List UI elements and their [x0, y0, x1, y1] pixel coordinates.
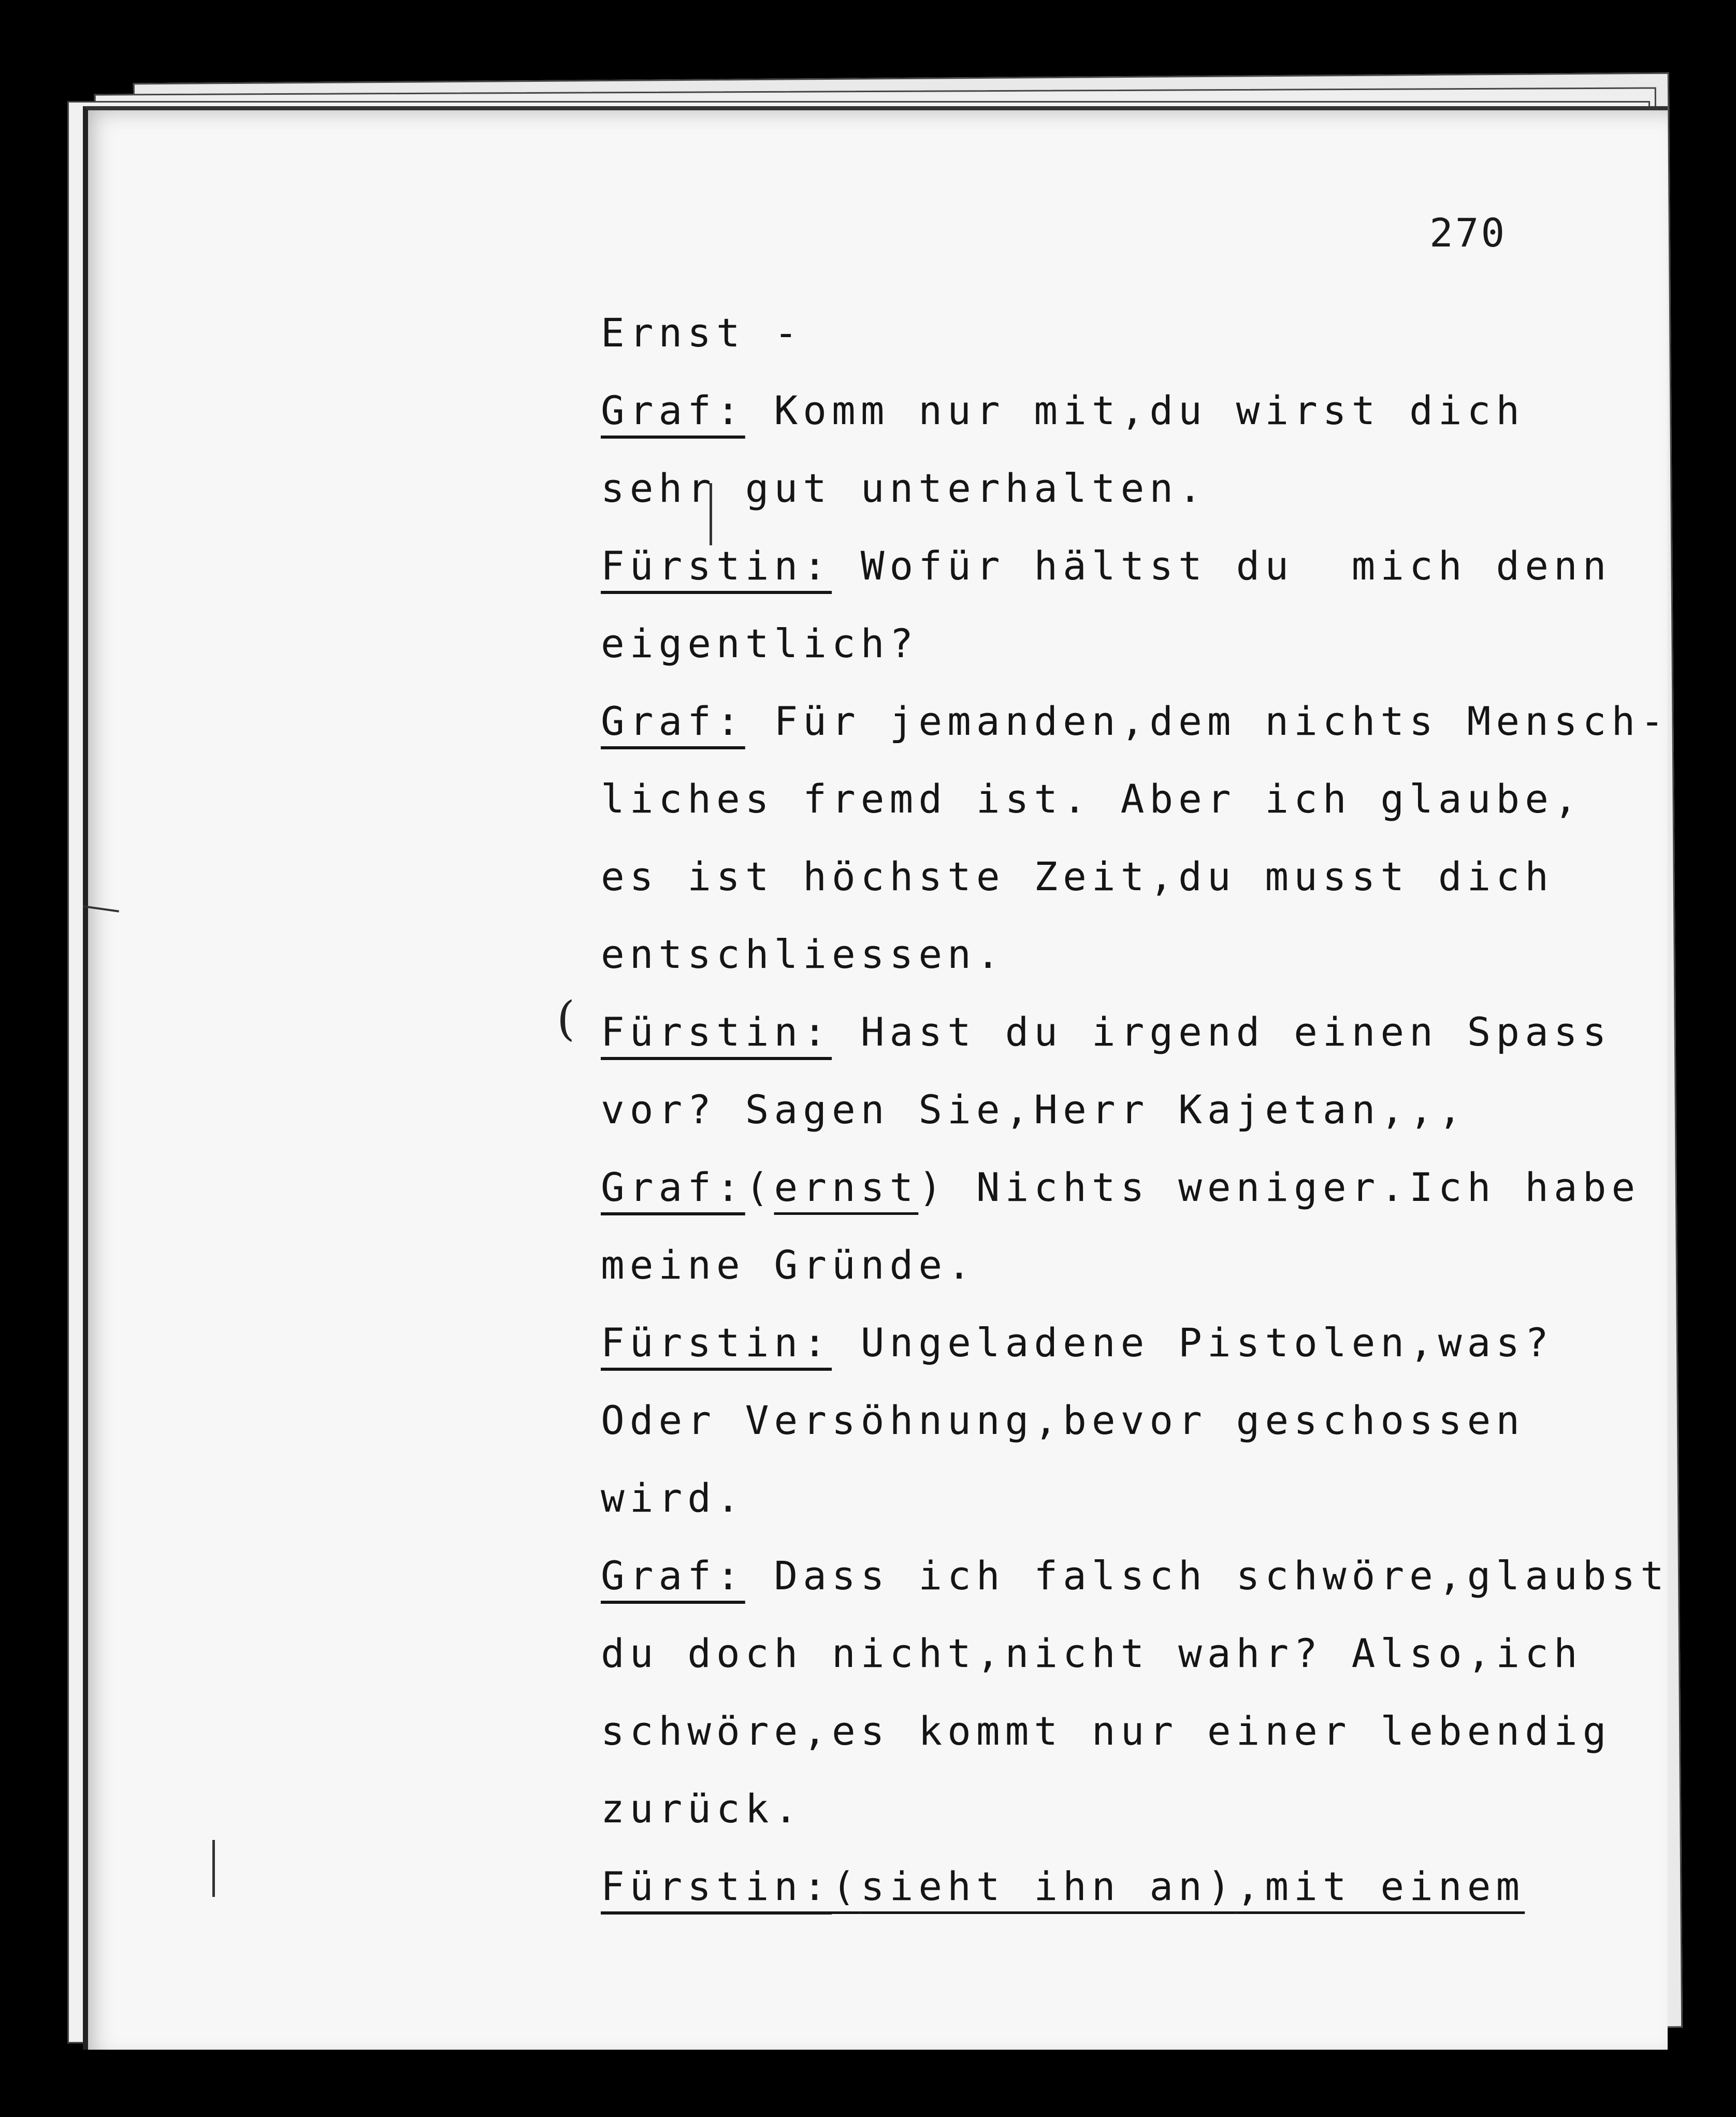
text-line — [601, 1149, 1641, 1226]
stage-direction: ernst — [774, 1164, 919, 1210]
text-line — [601, 1304, 1585, 1382]
speaker-name: Graf: — [601, 1553, 745, 1599]
speaker-name: Graf: — [601, 1164, 745, 1210]
line-text: zurück. — [601, 1786, 803, 1832]
text-line — [601, 760, 1585, 838]
speaker-name: Fürstin: — [601, 1009, 832, 1055]
margin-bracket-mark: ( — [557, 992, 575, 1046]
line-text: eigentlich? — [601, 620, 919, 666]
page-number: 270 — [1429, 210, 1507, 256]
text-line — [601, 1770, 1585, 1848]
speaker-name: Fürstin: — [601, 1863, 832, 1909]
line-text: ( — [745, 1164, 774, 1210]
text-line — [601, 838, 1585, 916]
text-line — [601, 1071, 1585, 1149]
stage-direction: ,mit einem — [1236, 1863, 1525, 1909]
text-line — [601, 450, 1585, 527]
text-line — [601, 916, 1585, 993]
line-text: sehr gut unterhalten. — [601, 465, 1207, 511]
line-text: vor? Sagen Sie,Herr Kajetan,,, — [601, 1086, 1467, 1133]
line-text: Komm nur mit,du wirst dich — [745, 387, 1525, 433]
speaker-name: Fürstin: — [601, 543, 832, 589]
text-line — [601, 605, 1585, 683]
text-line — [601, 1848, 1585, 1925]
stage-direction: sieht ihn an) — [860, 1863, 1236, 1909]
line-text: Ungeladene Pistolen,was? — [832, 1320, 1554, 1366]
text-line — [601, 1615, 1585, 1692]
line-text: du doch nicht,nicht wahr? Also,ich — [601, 1630, 1583, 1676]
text-line — [601, 294, 1585, 372]
line-text: Dass ich falsch schwöre,glaubst — [745, 1553, 1669, 1599]
line-text: schwöre,es kommt nur einer lebendig — [601, 1708, 1612, 1754]
text-line — [601, 1382, 1585, 1459]
line-text: Für jemanden,dem nichts Mensch- — [745, 698, 1669, 744]
text-line — [601, 372, 1585, 450]
line-text: wird. — [601, 1475, 745, 1521]
line-text: es ist höchste Zeit,du musst dich — [601, 853, 1554, 900]
speaker-name: Graf: — [601, 387, 745, 433]
text-line — [601, 993, 1612, 1071]
line-text: meine Gründe. — [601, 1242, 976, 1288]
speaker-name: Fürstin: — [601, 1320, 832, 1366]
typescript-body — [601, 294, 1669, 1925]
text-line — [601, 1459, 1585, 1537]
line-text: Oder Versöhnung,bevor geschossen — [601, 1397, 1525, 1443]
pencil-scratch — [83, 905, 119, 912]
speaker-name: Graf: — [601, 698, 745, 744]
text-line — [601, 527, 1612, 605]
text-line — [601, 1692, 1612, 1770]
pencil-scratch — [212, 1840, 215, 1897]
line-text: Hast du irgend einen Spass — [832, 1009, 1612, 1055]
text-line — [601, 1537, 1669, 1615]
text-line — [601, 1226, 1585, 1304]
line-text: ) Nichts weniger.Ich habe — [918, 1164, 1641, 1210]
line-text: Ernst - — [601, 310, 803, 356]
line-text: liches fremd ist. Aber ich glaube, — [601, 776, 1583, 822]
text-line — [601, 683, 1669, 760]
line-text: Wofür hältst du mich denn — [832, 543, 1612, 589]
line-text: entschliessen. — [601, 931, 1005, 977]
stage-direction: ( — [832, 1863, 861, 1909]
